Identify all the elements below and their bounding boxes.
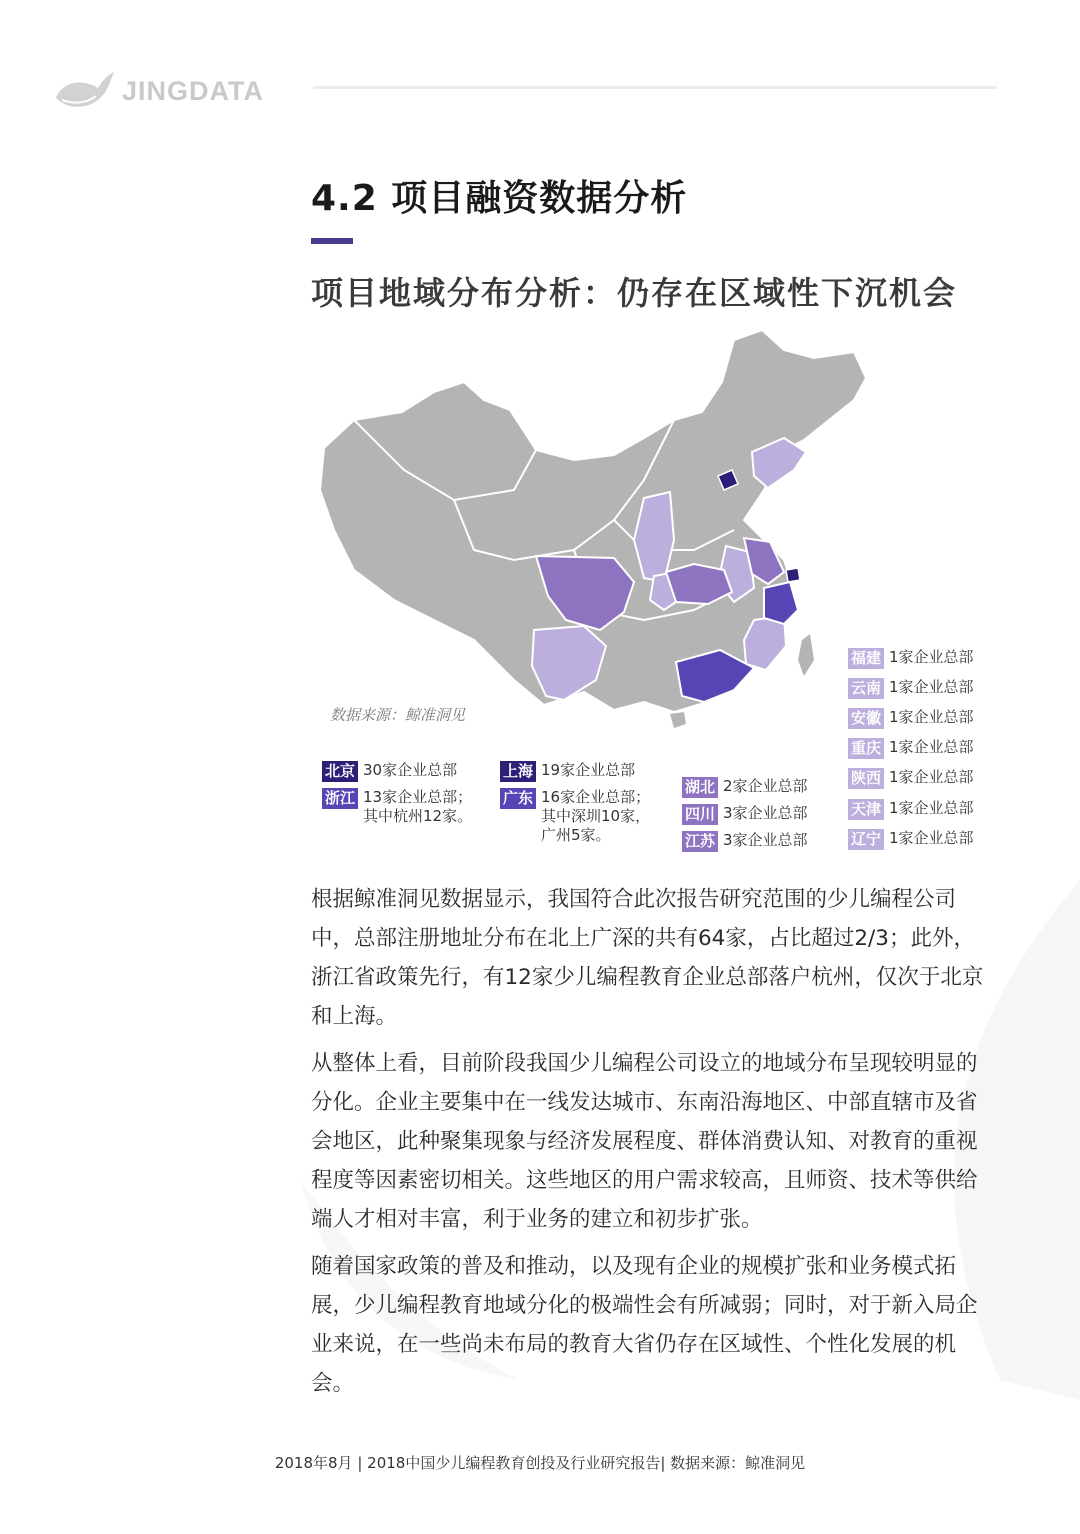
title-accent-bar bbox=[311, 238, 353, 244]
brand-name: JINGDATA bbox=[122, 75, 264, 106]
legend-fujian bbox=[848, 648, 974, 669]
legend-zhejiang bbox=[322, 788, 472, 826]
legend-text-line2: 其中深圳10家， bbox=[541, 807, 651, 825]
map-source-note: 数据来源：鲸准洞见 bbox=[330, 706, 466, 724]
legend-text: 2家企业总部 bbox=[723, 777, 808, 795]
legend-badge: 浙江 bbox=[322, 788, 358, 809]
region-taiwan bbox=[798, 634, 814, 676]
legend-text: 1家企业总部 bbox=[889, 768, 974, 786]
legend-hubei bbox=[682, 777, 808, 798]
section-title: 4.2 项目融资数据分析 bbox=[311, 178, 688, 219]
legend-text: 1家企业总部 bbox=[889, 829, 974, 847]
legend-shaanxi bbox=[848, 768, 974, 789]
page-subtitle: 项目地域分布分析：仍存在区域性下沉机会 bbox=[311, 274, 958, 312]
body-paragraph-2: 从整体上看，目前阶段我国少儿编程公司设立的地域分布呈现较明显的分化。企业主要集中在一线发达城市、东南沿海地区、中部直辖市及省会地区，此种聚集现象与经济发展程度、群体消费认知、对教育的重视程度等因素密切相关。这些地区的用户需求较高，且师资、技术等供给端人才相对丰富，利于业务的建立和初步扩张。 bbox=[311, 1051, 978, 1232]
legend-text: 13家企业总部； bbox=[363, 788, 473, 806]
legend-badge: 辽宁 bbox=[848, 829, 884, 850]
whale-icon bbox=[52, 68, 116, 114]
legend-text: 1家企业总部 bbox=[889, 678, 974, 696]
legend-text: 1家企业总部 bbox=[889, 738, 974, 756]
legend-badge: 广东 bbox=[500, 788, 536, 809]
legend-text: 3家企业总部 bbox=[723, 804, 808, 822]
legend-text: 19家企业总部 bbox=[541, 761, 636, 779]
legend-text-line3: 广州5家。 bbox=[541, 826, 611, 844]
legend-tianjin bbox=[848, 799, 974, 820]
region-shanghai bbox=[786, 568, 800, 582]
region-hainan bbox=[670, 712, 686, 728]
legend-text: 30家企业总部 bbox=[363, 761, 458, 779]
brand-logo bbox=[52, 66, 264, 116]
legend-badge: 四川 bbox=[682, 804, 718, 825]
legend-liaoning bbox=[848, 829, 974, 850]
legend-guangdong bbox=[500, 788, 650, 845]
legend-sichuan bbox=[682, 804, 808, 825]
legend-jiangsu bbox=[682, 831, 808, 852]
legend-badge: 江苏 bbox=[682, 831, 718, 852]
legend-anhui bbox=[848, 708, 974, 729]
legend-chongqing bbox=[848, 738, 974, 759]
legend-shanghai bbox=[500, 761, 635, 782]
legend-badge: 安徽 bbox=[848, 708, 884, 729]
header-divider bbox=[313, 86, 997, 89]
legend-badge: 陕西 bbox=[848, 768, 884, 789]
legend-text: 1家企业总部 bbox=[889, 648, 974, 666]
legend-text-line2: 其中杭州12家。 bbox=[363, 807, 473, 825]
legend-badge: 云南 bbox=[848, 678, 884, 699]
legend-badge: 福建 bbox=[848, 648, 884, 669]
legend-badge: 重庆 bbox=[848, 738, 884, 759]
region-hubei bbox=[666, 564, 732, 604]
legend-text: 16家企业总部； bbox=[541, 788, 651, 806]
body-paragraph-3: 随着国家政策的普及和推动，以及现有企业的规模扩张和业务模式拓展，少儿编程教育地域分化的极端性会有所减弱；同时，对于新入局企业来说，在一些尚未布局的教育大省仍存在区域性、个性化发展的机会。 bbox=[311, 1254, 978, 1396]
china-choropleth-map bbox=[314, 320, 874, 740]
legend-text: 1家企业总部 bbox=[889, 708, 974, 726]
legend-beijing bbox=[322, 761, 457, 782]
legend-badge: 北京 bbox=[322, 761, 358, 782]
legend-text: 1家企业总部 bbox=[889, 799, 974, 817]
legend-yunnan bbox=[848, 678, 974, 699]
legend-badge: 天津 bbox=[848, 799, 884, 820]
legend-badge: 上海 bbox=[500, 761, 536, 782]
page-footer: 2018年8月 | 2018中国少儿编程教育创投及行业研究报告| 数据来源：鲸准洞见 bbox=[274, 1454, 806, 1472]
legend-text: 3家企业总部 bbox=[723, 831, 808, 849]
body-paragraph-1: 根据鲸准洞见数据显示，我国符合此次报告研究范围的少儿编程公司中，总部注册地址分布在北上广深的共有64家，占比超过2/3；此外，浙江省政策先行，有12家少儿编程教育企业总部落户杭州，仅次于北京和上海。 bbox=[311, 887, 984, 1029]
legend-badge: 湖北 bbox=[682, 777, 718, 798]
